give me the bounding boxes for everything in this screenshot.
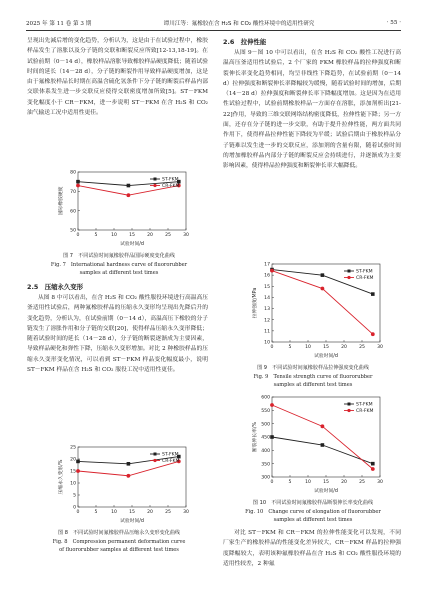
y-tick-label: 11 bbox=[264, 329, 270, 335]
data-point-cr-fkm bbox=[76, 184, 80, 188]
figure-9-caption-en-1: Fig. 9 Tensile strength curve of fluororubber bbox=[253, 373, 373, 380]
hardness-chart bbox=[30, 166, 208, 248]
x-axis-label: 试验时间/d bbox=[314, 489, 338, 494]
figure-7-caption-en-2: samples at different test times bbox=[79, 270, 159, 277]
paragraph-hardness-analysis: 呈现出先減后增的变化趋势，分析认为，这是由于在试验过程中，橡胶样品发生了溶胀以及分子链的交联和断裂反应所致[12-13,18-19]。在试验前期（0－14 d），橡胶样品溶胀导致橡胶样品硬度降低；随着试验时间的延长（14－28 d），分子链的断裂作用导致样品硬度增加，这是由于氟橡胶样品长时期在高温含硫化氢条件下分子链的断裂后样品内部交联体系发生进一步交联反应使得交联密度增加所致[5]。ST－FKM 变化幅度小于 CR－FKM，进一步说明 ST－FKM 在含 H₂S 和 CO₂ 油气输送工况中适用性更佳。 bbox=[27, 38, 208, 117]
y-tick-label: 80 bbox=[70, 170, 76, 176]
figure-10-caption: 图 10 不同试验时间氟橡胶样品断裂伸长率变化曲线 bbox=[252, 500, 374, 506]
figure-7-caption-en-1: Fig. 7 International hardness curve of fluororubber bbox=[50, 261, 188, 268]
compression-set-chart bbox=[30, 441, 208, 525]
y-tick-label: 12 bbox=[264, 318, 270, 324]
legend-marker bbox=[348, 270, 351, 273]
paragraph-compression-set: 从图 8 中可以看出，在含 H₂S 和 CO₂ 酸性服役环境进行高温高压釜适用性试验后，两种氟橡胶样品的压缩永久变形均呈现出先降后升的变化趋势，分析认为，在试验前期（0－14 d），高温高压下橡胶的分子链发生了溶胀作用和分子链的交联[20]，使得样品压缩永久变形降低；随着试验时间的延长（14－28 d），分子链的断裂逐渐成为主要因素，导致样品硬化和弹性下降，压缩永久变形增加。对比 2 种橡胶样品的压缩永久变形变化情况，可以看到 ST－FKM 样品变化幅度最小，说明 ST－FKM 样品在含 H₂S 和 CO₂ 服役工况中适用性更佳。 bbox=[27, 295, 208, 374]
left-column bbox=[27, 36, 208, 118]
data-point-cr-fkm bbox=[270, 269, 274, 273]
legend-marker bbox=[154, 453, 157, 456]
legend-label: CR-FKM bbox=[356, 409, 374, 415]
issue-info: 2025 年 第 11 卷 第 3 期 bbox=[26, 21, 92, 27]
x-tick-label: 15 bbox=[129, 233, 135, 238]
y-tick-label: 15 bbox=[70, 469, 76, 475]
x-tick-label: 20 bbox=[147, 510, 153, 515]
x-tick-label: 30 bbox=[377, 480, 383, 485]
data-point-st-fkm bbox=[270, 435, 274, 439]
y-tick-label: 550 bbox=[261, 408, 270, 414]
data-point-st-fkm bbox=[76, 460, 80, 464]
running-header bbox=[26, 17, 401, 29]
data-point-st-fkm bbox=[371, 462, 375, 466]
figure-8-caption-en-1: Fig. 8 Compression permanent deformation curve bbox=[52, 538, 186, 545]
data-point-st-fkm bbox=[321, 273, 325, 277]
y-tick-label: 50 bbox=[70, 228, 76, 234]
right-column bbox=[223, 36, 401, 172]
y-tick-label: 5 bbox=[73, 493, 76, 499]
x-tick-label: 20 bbox=[147, 233, 153, 238]
data-point-cr-fkm bbox=[127, 474, 131, 478]
x-tick-label: 15 bbox=[129, 510, 135, 515]
x-axis-label: 试验时间/d bbox=[314, 354, 338, 359]
data-point-cr-fkm bbox=[270, 403, 274, 407]
x-tick-label: 20 bbox=[341, 480, 347, 485]
x-tick-label: 10 bbox=[305, 480, 311, 485]
figure-9 bbox=[224, 258, 402, 390]
legend-marker bbox=[153, 184, 156, 187]
header-rule bbox=[26, 30, 401, 31]
x-tick-label: 10 bbox=[111, 510, 117, 515]
data-point-cr-fkm bbox=[76, 469, 80, 473]
figure-7 bbox=[30, 166, 208, 278]
y-tick-label: 15 bbox=[264, 284, 270, 290]
right-column-bottom bbox=[223, 528, 401, 569]
x-tick-label: 25 bbox=[359, 345, 365, 350]
tensile-strength-chart bbox=[224, 258, 402, 360]
y-tick-label: 350 bbox=[261, 462, 270, 468]
legend-marker bbox=[347, 276, 350, 279]
x-tick-label: 5 bbox=[288, 345, 292, 350]
y-tick-label: 400 bbox=[261, 448, 270, 454]
figure-10-caption-en-2: samples at different test times bbox=[273, 517, 353, 524]
data-point-cr-fkm bbox=[371, 467, 375, 471]
legend-label: ST-FKM bbox=[356, 402, 373, 408]
y-axis-label: 国际橡胶硬度 bbox=[59, 186, 64, 216]
x-tick-label: 5 bbox=[94, 510, 98, 515]
paragraph-tensile-analysis: 从图 9－图 10 中可以看出，在含 H₂S 和 CO₂ 酸性工况进行高温高压釜适用性试验后，2 个厂家的 FKM 橡胶样品的拉伸强度和断裂伸长率变化趋势相同，均呈非线性下降趋势，在试验前期（0－14 d）拉伸强度和断裂伸长率降幅较为缓慢，随着试验时间的增加，后期（14－28 d）拉伸强度和断裂伸长率下降幅度增加。这是因为在适用性试验过程中，试验前期橡胶样品一方面存在溶胀，添加剂析出[21-22]作用，导致的三维交联网络结构密度降低，拉伸性能下降；另一方面，还存在分子链的进一步交联，有助于提升拉伸性能，两方面共同作用下，使得样品拉伸性能下降较为平缓；试验后期由于橡胶样品分子链难以发生进一步的交联反应，添加剂的含量有限，随着试验时间的增加橡胶样品内部分子链的断裂反应会持续进行，并逐渐成为主要影响因素，使得样品拉伸强度和断裂伸长率大幅降低。 bbox=[223, 50, 401, 170]
legend-label: ST-FKM bbox=[162, 452, 179, 458]
x-tick-label: 0 bbox=[270, 480, 274, 485]
x-tick-label: 0 bbox=[270, 345, 274, 350]
x-tick-label: 25 bbox=[165, 233, 171, 238]
x-tick-label: 5 bbox=[288, 480, 292, 485]
y-tick-label: 25 bbox=[70, 445, 76, 451]
y-tick-label: 500 bbox=[261, 422, 270, 428]
figure-8 bbox=[30, 441, 208, 555]
y-tick-label: 16 bbox=[264, 273, 270, 279]
legend-marker bbox=[347, 409, 350, 412]
x-tick-label: 30 bbox=[377, 345, 383, 350]
data-point-cr-fkm bbox=[371, 332, 375, 336]
figure-9-caption: 图 9 不同试验时间氟橡胶样品拉伸强度变化曲线 bbox=[257, 365, 369, 371]
figure-7-caption: 图 7 不同试验时间氟橡胶样品国际硬度变化曲线 bbox=[63, 253, 175, 259]
y-tick-label: 450 bbox=[261, 435, 270, 441]
section-heading-2-5: 2.5 压缩永久变形 bbox=[27, 283, 84, 291]
legend-label: CR-FKM bbox=[162, 459, 180, 465]
figure-8-caption: 图 8 不同试验时间氟橡胶样品压缩永久变形变化曲线 bbox=[57, 530, 181, 536]
legend-label: CR-FKM bbox=[356, 276, 374, 282]
legend-label: ST-FKM bbox=[356, 269, 373, 275]
series-line-cr-fkm bbox=[272, 405, 373, 469]
figure-10-caption-en-1: Fig. 10 Change curve of elongation of fluororubber bbox=[245, 508, 381, 515]
y-tick-label: 10 bbox=[264, 340, 270, 346]
x-tick-label: 30 bbox=[183, 510, 189, 515]
legend-marker bbox=[153, 459, 156, 462]
y-tick-label: 600 bbox=[261, 395, 270, 401]
x-tick-label: 10 bbox=[111, 233, 117, 238]
y-tick-label: 13 bbox=[264, 307, 270, 313]
data-point-st-fkm bbox=[127, 462, 131, 466]
x-tick-label: 15 bbox=[323, 345, 329, 350]
y-tick-label: 70 bbox=[70, 189, 76, 195]
data-point-st-fkm bbox=[321, 443, 325, 447]
elongation-chart bbox=[224, 391, 402, 495]
data-point-cr-fkm bbox=[321, 424, 325, 428]
x-tick-label: 20 bbox=[341, 345, 347, 350]
data-point-st-fkm bbox=[76, 180, 80, 184]
x-tick-label: 30 bbox=[183, 233, 189, 238]
page-number: · 55 · bbox=[386, 20, 401, 26]
y-tick-label: 300 bbox=[261, 475, 270, 481]
x-tick-label: 0 bbox=[76, 510, 80, 515]
legend-marker bbox=[154, 178, 157, 181]
y-tick-label: 10 bbox=[70, 481, 76, 487]
x-tick-label: 25 bbox=[165, 510, 171, 515]
y-axis-label: 拉伸强度/MPa bbox=[253, 287, 258, 319]
x-tick-label: 10 bbox=[305, 345, 311, 350]
y-axis-label: 压缩永久变形/% bbox=[59, 459, 64, 495]
y-tick-label: 14 bbox=[264, 296, 270, 302]
data-point-cr-fkm bbox=[321, 287, 325, 291]
x-tick-label: 15 bbox=[323, 480, 329, 485]
figure-8-caption-en-2: of fluororubber samples at different test times bbox=[59, 547, 179, 554]
figure-9-caption-en-2: samples at different test times bbox=[273, 382, 353, 389]
figure-10 bbox=[224, 391, 402, 525]
legend-label: ST-FKM bbox=[162, 177, 179, 183]
y-tick-label: 20 bbox=[70, 457, 76, 463]
y-tick-label: 17 bbox=[264, 262, 270, 268]
x-axis-label: 试验时间/d bbox=[120, 519, 144, 524]
x-tick-label: 0 bbox=[76, 233, 80, 238]
legend-marker bbox=[348, 403, 351, 406]
data-point-cr-fkm bbox=[127, 193, 131, 197]
x-tick-label: 5 bbox=[94, 233, 98, 238]
data-point-st-fkm bbox=[371, 292, 375, 296]
data-point-st-fkm bbox=[127, 184, 131, 188]
section-heading-2-6: 2.6 拉伸性能 bbox=[223, 38, 267, 46]
left-column-lower bbox=[27, 281, 208, 375]
x-tick-label: 25 bbox=[359, 480, 365, 485]
paragraph-tensile-comparison: 对比 ST－FKM 和 CR－FKM 的拉伸性能变化可以发现，不同厂家生产的橡胶样品的性能变化差异较大，CR－FKM 样品的拉伸强度降幅较大，表明该种氟橡胶样品在含 H₂S 和 CO₂ 酸性服役环境的适用性较差，2 种氟 bbox=[223, 530, 401, 567]
y-axis-label: 断裂伸长率/% bbox=[253, 421, 258, 453]
y-tick-label: 0 bbox=[73, 505, 76, 511]
legend-label: CR-FKM bbox=[162, 184, 180, 190]
x-axis-label: 试验时间/d bbox=[120, 242, 144, 247]
series-line-st-fkm bbox=[272, 437, 373, 464]
running-title: 谭川江等：氟橡胶在含 H₂S 和 CO₂ 酸性环境中的适用性研究 bbox=[163, 21, 315, 27]
y-tick-label: 60 bbox=[70, 209, 76, 215]
